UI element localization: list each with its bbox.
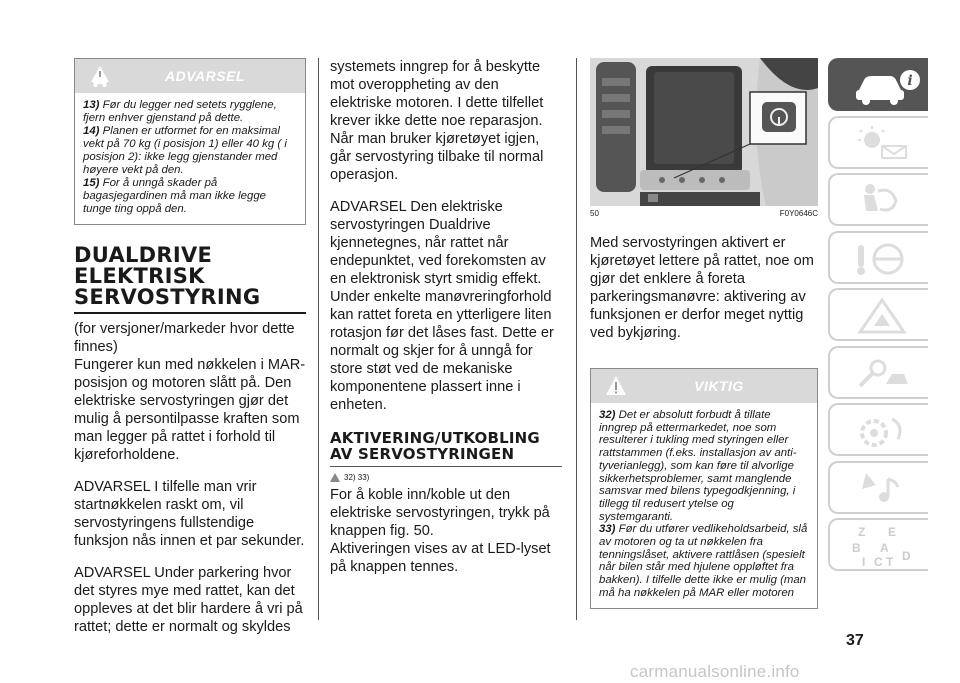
title-rule	[330, 466, 562, 467]
dashboard-illustration	[590, 58, 818, 206]
svg-text:T: T	[886, 555, 894, 569]
svg-text:C: C	[874, 555, 883, 569]
paragraph: ADVARSEL Under parkering hvor det styres mye med rattet, kan det oppleves at det blir hardere å vri på rattet; dette er normalt og skyldes	[74, 565, 303, 635]
tab-lights[interactable]	[828, 116, 928, 169]
paragraph: ADVARSEL I tilfelle man vrir startnøkkelen raskt om, vil servostyringens fullstendige funksjon nås innen et par sekunder.	[74, 479, 305, 549]
tab-driving[interactable]	[828, 231, 928, 284]
warning-body	[75, 93, 305, 224]
figure-code: F0Y0646C	[779, 209, 818, 218]
warning-header	[75, 59, 305, 93]
svg-text:I: I	[862, 555, 866, 569]
watermark: carmanualsonline.info	[630, 662, 800, 681]
warning-item: 33) Før du utfører vedlikeholdsarbeid, slå av motoren og ta ut nøkkelen fra tenningslåset, aktivere rattlåsen (spesielt når bilen står med hjulene oppløftet fra bakken). I tilfelle dette ikke er mulig (man må ha nøkkelen på MAR eller motoren	[599, 523, 808, 599]
warning-triangle-icon	[330, 473, 340, 482]
warning-references: 32) 33)	[330, 473, 562, 482]
column-divider	[318, 58, 319, 620]
middle-column	[330, 58, 562, 576]
airbag-icon	[852, 181, 912, 221]
wrench-car-icon	[852, 354, 912, 394]
warning-title: VIKTIG	[694, 378, 744, 394]
car-info-icon	[852, 66, 922, 106]
alphabetical-index-icon	[852, 526, 922, 570]
warning-box-viktig	[590, 368, 818, 609]
page-number: 37	[846, 632, 864, 649]
svg-text:B: B	[852, 541, 861, 555]
warning-lights-icon	[852, 124, 912, 164]
warning-item: 13) Før du legger ned setets rygglene, fjern enhver gjenstand på dette.	[83, 99, 277, 124]
tab-maintenance[interactable]	[828, 346, 928, 399]
figure-50-dashboard	[590, 58, 818, 206]
section-title-aktivering: AKTIVERING/UTKOBLING AV SERVOSTYRINGEN	[330, 429, 540, 463]
section-title-dualdrive: DUALDRIVE ELEKTRISK SERVOSTYRING	[74, 243, 261, 309]
svg-text:i: i	[907, 73, 913, 89]
paragraph: (for versjoner/markeder hvor dette finnes)	[74, 321, 295, 355]
paragraph: systemets inngrep for å beskytte mot overoppheting av den elektriske motoren. I dette tilfellet krever ikke dette noe reparasjon. Når man bruker kjøretøyet igjen, går servostyring tilbake til normal operasjon.	[330, 59, 544, 183]
tab-multimedia[interactable]	[828, 461, 928, 514]
warning-item: 32) Det er absolutt forbudt å tillate inngrep på ettermarkedet, noe som resulterer i tukling med styringen eller rattstammen (f.eks. installasjon av anti-tyverianlegg), som kan føre til alvorlige sikkerhetsproblemer, samt manglende samsvar med bilens typegodkjenning, i tillegg til redusert ytelse og systemgaranti.	[599, 409, 797, 523]
column-divider	[576, 58, 577, 620]
tab-car-info[interactable]	[828, 58, 928, 111]
paragraph: Med servostyringen aktivert er kjøretøyet lettere på rattet, noe om gjør det enklere å foreta parkeringsmanøvre: aktivering av funksjonen er derfor meget nyttig ved bykjøring.	[590, 235, 814, 341]
right-column	[590, 58, 818, 609]
paragraph: Fungerer kun med nøkkelen i MAR-posisjon og motoren slått på. Den elektriske servostyringen gjør det mulig å persontilpasse kraften som man legger på rattet i forhold til kjøreforholdene.	[74, 357, 306, 463]
warning-item: 15) For å unngå skader på bagasjegardinen må man ikke legge tunge ting oppå den.	[83, 177, 267, 215]
technical-data-icon	[852, 411, 912, 451]
warning-body	[591, 403, 817, 608]
warning-title: ADVARSEL	[165, 68, 245, 84]
tab-emergency[interactable]	[828, 288, 928, 341]
tab-technical[interactable]	[828, 403, 928, 456]
figure-number: 50	[590, 209, 599, 218]
multimedia-icon	[852, 469, 912, 509]
tab-index[interactable]	[828, 518, 928, 571]
chapter-tabs	[828, 58, 928, 576]
warning-item: 14) Planen er utformet for en maksimal vekt på 70 kg (i posisjon 1) eller 40 kg ( i posisjon 2): ikke legg gjenstander med høyere vekt på den.	[83, 125, 287, 176]
warning-header	[591, 369, 817, 403]
title-rule	[74, 312, 306, 314]
paragraph: For å koble inn/koble ut den elektriske servostyringen, trykk på knappen fig. 50.	[330, 487, 550, 539]
tab-safety[interactable]	[828, 173, 928, 226]
steering-wheel-icon	[852, 239, 912, 279]
left-column	[74, 58, 306, 636]
paragraph: ADVARSEL Den elektriske servostyringen Dualdrive kjennetegnes, når rattet når endepunktet, ved forekomsten av en elektronisk styrt smidig effekt. Under enkelte manøvreringforhold kan rattet foreta en ytterligere liten rotasjon før det låses fast. Dette er normalt og skjer for å unngå for store støt ved de mekaniske komponentene plassert inne i enheten.	[330, 199, 554, 413]
svg-text:Z: Z	[858, 526, 866, 539]
paragraph: Aktiveringen vises av at LED-lyset på knappen tennes.	[330, 541, 551, 575]
svg-text:D: D	[902, 549, 911, 563]
emergency-triangle-icon	[852, 296, 912, 336]
svg-text:A: A	[880, 541, 889, 555]
warning-box-advarsel	[74, 58, 306, 225]
svg-text:E: E	[888, 526, 897, 539]
figure-caption	[590, 209, 818, 218]
